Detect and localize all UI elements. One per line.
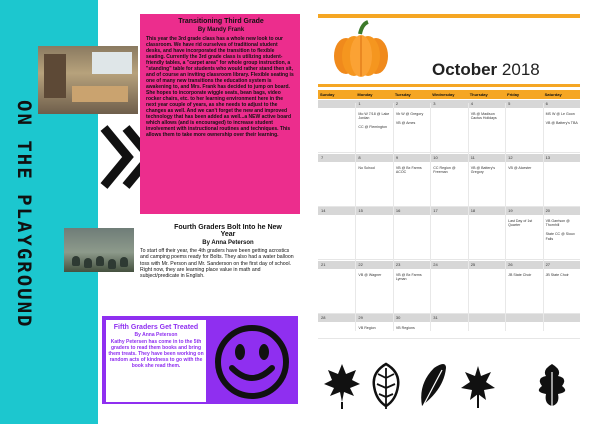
calendar-event[interactable]: Last Day of 1st Quarter: [508, 219, 533, 228]
day-number[interactable]: 8: [358, 155, 361, 160]
article-body: To start off their year, the 4th graders have been getting acrostics and camping poems ready for Bolts. They also had a water balloon toss with Mr. Person and Mr. Sanderson on the first day of school. Right now, they are learning place value in math and subject/predicate in English.: [140, 248, 294, 280]
calendar-event[interactable]: VB Region: [358, 326, 376, 330]
day-number[interactable]: 30: [395, 315, 401, 320]
calendar-event[interactable]: JB State Choir: [545, 273, 569, 277]
classroom-photo: [38, 46, 138, 114]
day-number[interactable]: 1: [358, 101, 361, 106]
day-number[interactable]: 3: [433, 101, 436, 106]
calendar-column-divider: [430, 103, 431, 331]
fourth-grade-photo: [64, 228, 134, 272]
calendar-event[interactable]: VB @ Alcester: [508, 166, 532, 170]
day-number[interactable]: 25: [470, 262, 476, 267]
weekday-label: Wednesday: [432, 92, 455, 97]
calendar-event[interactable]: MS W @ Le Goon VB @ Battery's TBA: [545, 112, 578, 125]
weekday-label: Monday: [357, 92, 373, 97]
day-number[interactable]: 22: [358, 262, 363, 267]
calendar-event[interactable]: CC Region @ Freeman: [433, 166, 456, 175]
day-number[interactable]: 7: [321, 155, 324, 160]
day-number[interactable]: 10: [433, 155, 438, 160]
calendar-month: October: [432, 60, 498, 79]
day-number[interactable]: 14: [321, 208, 326, 213]
article-byline: By Mandy Frank: [197, 27, 245, 33]
day-number[interactable]: 12: [508, 155, 513, 160]
calendar-month-title: [432, 60, 540, 80]
day-number[interactable]: 2: [395, 101, 399, 106]
day-number[interactable]: 6: [545, 101, 548, 106]
calendar-event[interactable]: VB Regions: [395, 326, 415, 330]
weekday-header-row: [318, 90, 580, 99]
article-title: Fifth Graders Get Treated: [113, 324, 199, 331]
day-number[interactable]: 5: [508, 101, 511, 106]
calendar-column-divider: [505, 103, 506, 331]
calendar-event[interactable]: VB @ Wagner: [358, 273, 382, 277]
pumpkin-icon: [332, 18, 390, 84]
article-title: Transitioning Third Grade: [178, 18, 264, 25]
calendar-event[interactable]: No School: [358, 166, 376, 170]
day-number[interactable]: 24: [433, 262, 438, 267]
article-body: This year the 3rd grade class has a whole new look to our classroom. We have rid ourselves of traditional student desks, and have incorporated the transition to flexible seating. Currently the 3rd grade class is utilizing student-friendly tables, a "carpet area" for whole group instruction, a "standing" table for students who would rather stand then sit, and of course an inviting classroom library. Flexible seating is one of many new transitions the education system is awakening to, and Mrs. Frank has decided to jump on board. She hopes to incorporate wiggle seats, bean bags, video rocker chairs, etc. to her learning environment here in the next year couple of years, as she needs to adjust to the changes as well. And we can't forget the new and improved technology that has been added as well...a NEW active board which allows (and is encouraged) to increase student involvement with instructional routines and techniques. This allows them to take more ownership over their learning.: [146, 36, 294, 138]
calendar-event[interactable]: VB @ Bx Farms ACOC: [395, 166, 422, 175]
day-number[interactable]: 20: [545, 208, 551, 213]
day-number[interactable]: 11: [470, 155, 475, 160]
day-number[interactable]: 28: [321, 315, 326, 320]
article-byline: By Anna Peterson: [202, 240, 254, 246]
day-number[interactable]: 21: [321, 262, 326, 267]
day-number[interactable]: 16: [395, 208, 401, 213]
day-number[interactable]: 13: [545, 155, 551, 160]
article-body: Kathy Petersen has come in to the 5th graders to read them books and bring them treats. They have been working on random acts of kindness to go with the book she read them.: [108, 339, 204, 369]
weekday-label: Tuesday: [394, 92, 411, 97]
calendar-event[interactable]: VB @ Bx Farms Lyman: [395, 273, 422, 282]
calendar-column-divider: [468, 103, 469, 331]
weekday-label: Sunday: [320, 92, 335, 97]
day-number[interactable]: 17: [433, 208, 438, 213]
calendar-rule: [318, 84, 580, 87]
day-number[interactable]: 19: [508, 208, 513, 213]
calendar-event[interactable]: VB @ Battery's Gregory: [470, 166, 496, 175]
article-byline: By Anna Peterson: [134, 332, 178, 338]
day-number[interactable]: 4: [470, 101, 473, 106]
day-number[interactable]: 9: [395, 155, 399, 160]
weekday-label: Thursday: [469, 92, 488, 97]
maple-leaf-icon: [322, 362, 362, 410]
day-number[interactable]: 15: [358, 208, 363, 213]
day-number[interactable]: 18: [470, 208, 476, 213]
day-number[interactable]: 23: [395, 262, 401, 267]
calendar-column-divider: [355, 103, 356, 331]
calendar-year: 2018: [501, 60, 540, 79]
day-number[interactable]: 27: [545, 262, 551, 267]
oak-leaf-icon: [532, 362, 572, 410]
calendar-event[interactable]: VB Garrison @ Thornhill State CC @ Sioux Falls: [545, 219, 575, 241]
maple-leaf-icon: [458, 362, 498, 410]
calendar-event[interactable]: VB @ Madison Cactus Holidays: [470, 112, 497, 121]
calendar-column-divider: [543, 103, 544, 331]
calendar-event[interactable]: Vb W @ Gregory VB @ Ames: [395, 112, 424, 125]
smiley-face-icon: [210, 322, 294, 402]
day-number[interactable]: 29: [358, 315, 363, 320]
oak-leaf-icon: [366, 362, 406, 410]
calendar-column-divider: [393, 103, 394, 331]
long-leaf-icon: [412, 362, 452, 410]
weekday-label: Friday: [507, 92, 520, 97]
calendar-event[interactable]: Mo W 7/18 @ Lake Jordan CC @ Flemington: [358, 112, 390, 130]
vertical-title: ON THE PLAYGROUND: [13, 99, 35, 329]
day-number[interactable]: 31: [433, 315, 438, 320]
day-number[interactable]: 26: [508, 262, 513, 267]
calendar-event[interactable]: JB State Choir: [508, 273, 532, 277]
weekday-label: Saturday: [544, 92, 562, 97]
article-title: Fourth Graders Bolt Into he New Year: [174, 224, 282, 238]
